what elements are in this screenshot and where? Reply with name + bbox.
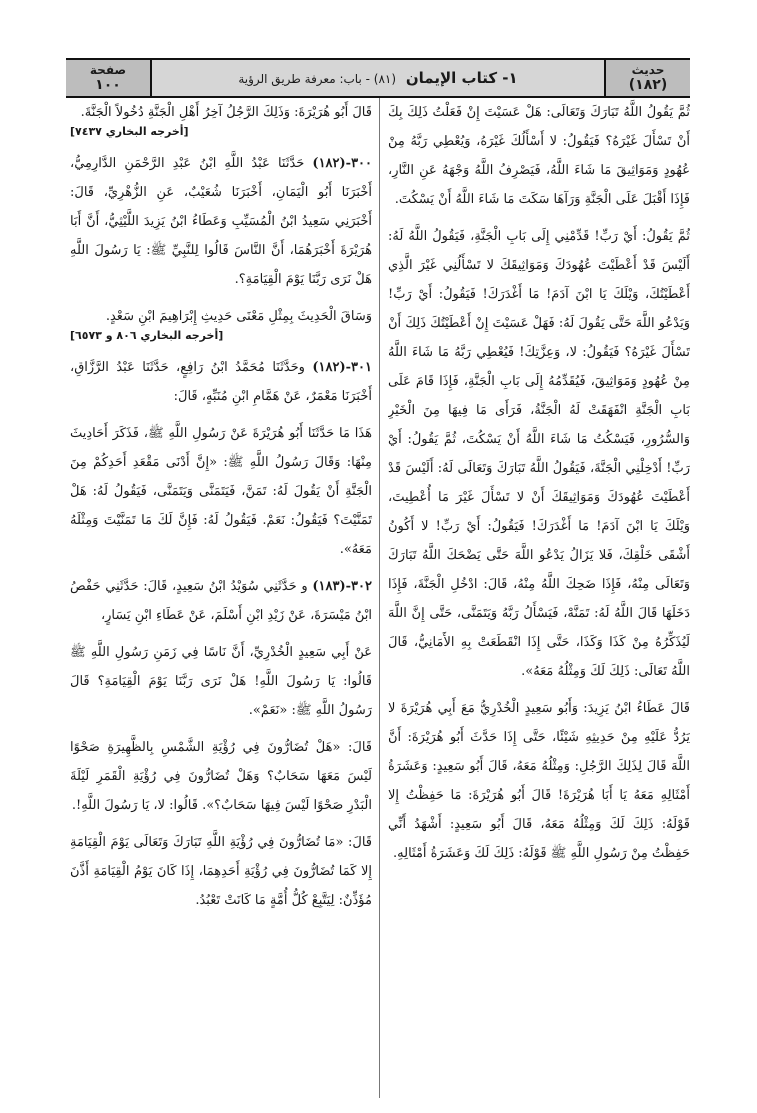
paragraph bbox=[70, 302, 372, 345]
paragraph-text: وحَدَّثَنَا مُحَمَّدُ ابْنُ رَافِعٍ، حَدَّثَنَا عَبْدُ الرَّزَّاقِ، أَخْبَرَنَا مَعْمَرٌ، عَنْ هَمَّامِ ابْنِ مُنَبِّهٍ، قَالَ: bbox=[70, 360, 372, 404]
paragraph-text: حَدَّثَنَا عَبْدُ اللَّهِ ابْنُ عَبْدِ الرَّحْمَنِ الدَّارِمِيُّ، أَخْبَرَنَا أَبُو الْيَمَانِ، أَخْبَرَنَا شُعَيْبٌ، عَنِ الزُّهْرِيِّ، قَالَ: أَخْبَرَنِي سَعِيدُ ابْنُ الْمُسَيِّبِ وَعَطَاءُ ابْنُ يَزِيدَ اللَّيْثِيُّ، أَنَّ أَبَا هُرَيْرَةَ أَخْبَرَهُمَا، أَنَّ النَّاسَ قَالُوا لِلنَّبِيِّ ﷺ: يَا رَسُولَ اللَّهِ هَلْ نَرَى رَبَّنَا يَوْمَ الْقِيَامَةِ؟. bbox=[70, 156, 372, 287]
page-header bbox=[66, 58, 690, 98]
book-title: ١- كتاب الإيمان bbox=[405, 69, 518, 87]
paragraph-text: قَالَ أَبُو هُرَيْرَةَ: وَذَلِكَ الرَّجُلُ آخِرُ أَهْلِ الْجَنَّةِ دُخُولاً الْجَنَّةَ. bbox=[80, 105, 372, 120]
running-title bbox=[152, 60, 604, 96]
hadith-numbering: ٣٠٢-(١٨٣) bbox=[312, 579, 372, 594]
page-label: صفحة bbox=[89, 63, 127, 77]
paragraph bbox=[70, 149, 372, 294]
hadith-label: حديث bbox=[631, 63, 665, 77]
paragraph: ثُمَّ يَقُولُ اللَّهُ تَبَارَكَ وَتَعَالَى: هَلْ عَسَيْتَ إِنْ فَعَلْتُ ذَلِكَ بِكَ أَنْ تَسْأَلَ غَيْرَهُ؟ فَيَقُولُ: لا أَسْأَلُكَ غَيْرَهُ، وَيُعْطِي رَبَّهُ مِنْ عُهُودٍ وَمَوَاثِيقَ مَا شَاءَ اللَّهُ، فَيَصْرِفُ اللَّهُ وَجْهَهُ عَنِ النَّارِ، فَإِذَا أَقْبَلَ عَلَى الْجَنَّةِ وَرَآهَا سَكَتَ مَا شَاءَ اللَّهُ أَنْ يَسْكُتَ. bbox=[388, 105, 690, 207]
paragraph-text: وَسَاقَ الْحَدِيثَ بِمِثْلِ مَعْنَى حَدِيثِ إِبْرَاهِيمَ ابْنِ سَعْدٍ. bbox=[105, 309, 372, 324]
paragraph: قَالَ: «مَا تُضَارُّونَ فِي رُؤْيَةِ اللَّهِ تَبَارَكَ وَتَعَالَى يَوْمَ الْقِيَامَةِ إِلا كَمَا تُضَارُّونَ فِي رُؤْيَةِ أَحَدِهِمَا، إِذَا كَانَ يَوْمُ الْقِيَامَةِ أَذَّنَ مُؤَذِّنٌ: لِيَتَّبِعْ كُلُّ أُمَّةٍ مَا كَانَتْ تَعْبُدُ. bbox=[70, 835, 372, 908]
source-reference: [أخرجه البخاري ٧٤٣٧] bbox=[70, 125, 189, 138]
paragraph: قَالَ: «هَلْ تُضَارُّونَ فِي رُؤْيَةِ الشَّمْسِ بِالظَّهِيرَةِ صَحْوًا لَيْسَ مَعَهَا سَحَابٌ؟ وَهَلْ تُضَارُّونَ فِي رُؤْيَةِ الْقَمَرِ لَيْلَةَ الْبَدْرِ صَحْوًا لَيْسَ فِيهَا سَحَابٌ؟». قَالُوا: لا، يَا رَسُولَ اللَّهِ!. bbox=[70, 740, 372, 813]
page-number-box bbox=[66, 60, 152, 96]
paragraph: عَنْ أَبِي سَعِيدٍ الْخُدْرِيِّ، أَنَّ نَاسًا فِي زَمَنِ رَسُولِ اللَّهِ ﷺ قَالُوا: يَا رَسُولَ اللَّهِ! هَلْ نَرَى رَبَّنَا يَوْمَ الْقِيَامَةِ؟ قَالَ رَسُولُ اللَّهِ ﷺ: «نَعَمْ». bbox=[70, 645, 372, 718]
source-reference: [أخرجه البخاري ٨٠٦ و ٦٥٧٣] bbox=[70, 329, 224, 342]
right-column bbox=[388, 98, 690, 1098]
hadith-numbering: ٣٠١-(١٨٢) bbox=[312, 360, 372, 375]
hadith-number-box bbox=[604, 60, 690, 96]
paragraph: هَذَا مَا حَدَّثَنَا أَبُو هُرَيْرَةَ عَنْ رَسُولِ اللَّهِ ﷺ، فَذَكَرَ أَحَادِيثَ مِنْهَا: وَقَالَ رَسُولُ اللَّهِ ﷺ: «إِنَّ أَدْنَى مَقْعَدِ أَحَدِكُمْ مِنَ الْجَنَّةِ أَنْ يَقُولَ لَهُ: تَمَنَّ، فَيَتَمَنَّى وَيَتَمَنَّى، فَيَقُولُ لَهُ: هَلْ تَمَنَّيْتَ؟ فَيَقُولُ: نَعَمْ. فَيَقُولُ لَهُ: فَإِنَّ لَكَ مَا تَمَنَّيْتَ وَمِثْلَهُ مَعَهُ». bbox=[70, 426, 372, 557]
paragraph bbox=[70, 98, 372, 141]
paragraph bbox=[70, 353, 372, 411]
hadith-numbering: ٣٠٠-(١٨٢) bbox=[312, 156, 372, 171]
paragraph: ثُمَّ يَقُولُ: أَيْ رَبِّ! قَدِّمْنِي إِلَى بَابِ الْجَنَّةِ، فَيَقُولُ اللَّهُ لَهُ: أَلَيْسَ قَدْ أَعْطَيْتَ عُهُودَكَ وَمَوَاثِيقَكَ لا تَسْأَلُنِي غَيْرَ الَّذِي أَعْطَيْتُكَ، وَيْلَكَ يَا ابْنَ آدَمَ! مَا أَغْدَرَكَ! فَيَقُولُ: أَيْ رَبِّ! وَيَدْعُو اللَّهَ حَتَّى يَقُولَ لَهُ: فَهَلْ عَسَيْتَ إِنْ أَعْطَيْتُكَ ذَلِكَ أَنْ تَسْأَلَ غَيْرَهُ؟ فَيَقُولُ: لا، وَعِزَّتِكَ! فَيُعْطِي رَبَّهُ مَا شَاءَ اللَّهُ مِنْ عُهُودٍ وَمَوَاثِيقَ، فَيُقَدِّمُهُ إِلَى بَابِ الْجَنَّةِ، فَإِذَا قَامَ عَلَى بَابِ الْجَنَّةِ انْفَهَقَتْ لَهُ الْجَنَّةُ، فَرَأَى مَا فِيهَا مِنَ الْخَيْرِ وَالسُّرُورِ، فَيَسْكُتُ مَا شَاءَ اللَّهُ أَنْ يَسْكُتَ، ثُمَّ يَقُولُ: أَيْ رَبِّ! أَدْخِلْنِي الْجَنَّةَ، فَيَقُولُ اللَّهُ تَبَارَكَ وَتَعَالَى لَهُ: أَلَيْسَ قَدْ أَعْطَيْتَ عُهُودَكَ وَمَوَاثِيقَكَ أَنْ لا تَسْأَلَ غَيْرَ مَا أُعْطِيتَ، وَيْلَكَ يَا ابْنَ آدَمَ! مَا أَغْدَرَكَ! فَيَقُولُ: أَيْ رَبِّ! لا أَكُونُ أَشْقَى خَلْقِكَ، فَلا يَزَالُ يَدْعُو اللَّهَ حَتَّى يَضْحَكَ اللَّهُ تَبَارَكَ وَتَعَالَى مِنْهُ، فَإِذَا ضَحِكَ اللَّهُ مِنْهُ، قَالَ: ادْخُلِ الْجَنَّةَ، فَإِذَا دَخَلَهَا قَالَ اللَّهُ لَهُ: تَمَنَّهْ، فَيَسْأَلُ رَبَّهُ وَيَتَمَنَّى، حَتَّى إِنَّ اللَّهَ لَيُذَكِّرُهُ مِنْ كَذَا وَكَذَا، حَتَّى إِذَا انْقَطَعَتْ بِهِ الأَمَانِيُّ، قَالَ اللَّهُ تَعَالَى: ذَلِكَ لَكَ وَمِثْلُهُ مَعَهُ». bbox=[388, 229, 690, 679]
left-column bbox=[70, 98, 372, 1098]
hadith-number: (١٨٢) bbox=[628, 77, 668, 93]
chapter-title: (٨١) - باب: معرفة طريق الرؤية bbox=[238, 72, 397, 86]
paragraph-text: و حَدَّثَنِي سُوَيْدُ ابْنُ سَعِيدٍ، قَالَ: حَدَّثَنِي حَفْصُ ابْنُ مَيْسَرَةَ، عَنْ زَيْدِ ابْنِ أَسْلَمَ، عَنْ عَطَاءِ ابْنِ يَسَارٍ، bbox=[70, 579, 372, 623]
paragraph bbox=[70, 572, 372, 630]
paragraph: قَالَ عَطَاءُ ابْنُ يَزِيدَ: وَأَبُو سَعِيدٍ الْخُدْرِيُّ مَعَ أَبِي هُرَيْرَةَ لا يَرُدُّ عَلَيْهِ مِنْ حَدِيثِهِ شَيْئًا، حَتَّى إِذَا حَدَّثَ أَبُو هُرَيْرَةَ: أَنَّ اللَّهَ قَالَ لِذَلِكَ الرَّجُلِ: وَمِثْلُهُ مَعَهُ، قَالَ أَبُو سَعِيدٍ: وَعَشَرَةُ أَمْثَالِهِ مَعَهُ يَا أَبَا هُرَيْرَةَ! قَالَ أَبُو هُرَيْرَةَ: مَا حَفِظْتُ إِلا قَوْلَهُ: ذَلِكَ لَكَ وَمِثْلُهُ مَعَهُ، قَالَ أَبُو سَعِيدٍ: أَشْهَدُ أَنِّي حَفِظْتُ مِنْ رَسُولِ اللَّهِ ﷺ قَوْلَهُ: ذَلِكَ لَكَ وَعَشَرَةُ أَمْثَالِهِ. bbox=[388, 701, 690, 861]
page-number: ١٠٠ bbox=[95, 77, 121, 93]
column-divider bbox=[379, 98, 380, 1098]
